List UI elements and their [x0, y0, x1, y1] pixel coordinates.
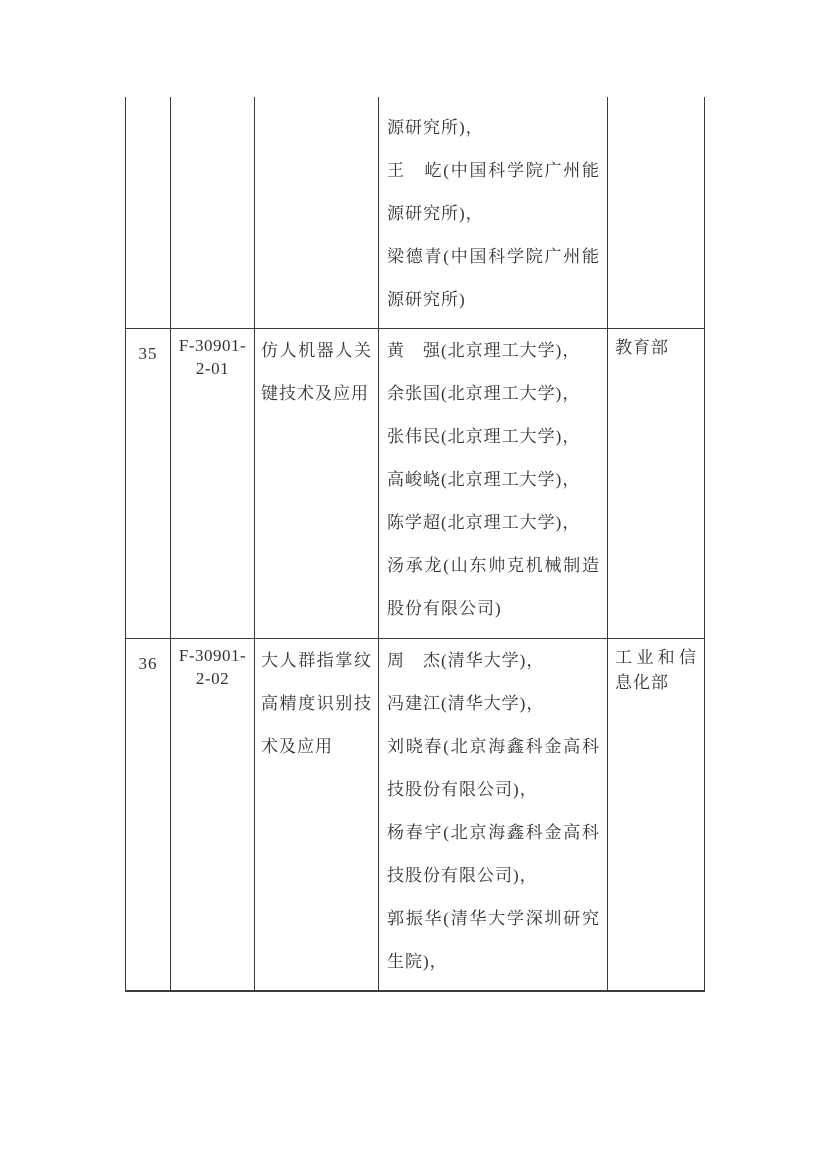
cell-contributors — [379, 639, 608, 990]
contributor-line: 周 杰(清华大学)， — [387, 651, 545, 670]
cell-project-code — [171, 97, 255, 328]
cell-project-name — [255, 329, 379, 638]
contributor-line: 股份有限公司) — [387, 599, 502, 618]
project-name-line: 键技术及应用 — [261, 384, 369, 403]
project-code-line: 2-01 — [195, 359, 230, 378]
contributor-line: 张伟民(北京理工大学)， — [387, 427, 581, 446]
project-code-line: 2-02 — [195, 669, 230, 688]
cell-recommending-unit — [608, 639, 704, 990]
project-code-line: F-30901- — [178, 646, 247, 665]
contributor-line: 技股份有限公司)， — [387, 866, 538, 885]
cell-index — [126, 639, 171, 990]
project-name-line: 术及应用 — [261, 737, 333, 756]
project-name-line: 高精度识别技 — [261, 694, 372, 713]
cell-index — [126, 97, 171, 328]
contributor-line: 黄 强(北京理工大学)， — [387, 341, 581, 360]
row-number: 36 — [138, 654, 158, 673]
table-row-35 — [126, 328, 704, 638]
contributor-line: 冯建江(清华大学)， — [387, 694, 545, 713]
recommending-unit-line: 息化部 — [615, 673, 669, 692]
cell-index — [126, 329, 171, 638]
contributor-line: 源研究所)， — [387, 118, 484, 137]
table-row-36 — [126, 638, 704, 990]
contributor-line: 技股份有限公司)， — [387, 780, 538, 799]
cell-project-code — [171, 329, 255, 638]
contributor-line: 生院)， — [387, 952, 448, 971]
cell-project-name — [255, 639, 379, 990]
cell-recommending-unit — [608, 97, 704, 328]
contributor-line: 杨春宇(北京海鑫科金高科 — [387, 823, 600, 842]
project-code-line: F-30901- — [178, 336, 247, 355]
row-number: 35 — [138, 344, 158, 363]
cell-project-code — [171, 639, 255, 990]
recommending-unit-line: 教育部 — [615, 338, 669, 357]
contributor-line: 陈学超(北京理工大学)， — [387, 513, 581, 532]
contributor-line: 汤承龙(山东帅克机械制造 — [387, 556, 600, 575]
contributor-line: 梁德青(中国科学院广州能 — [387, 247, 600, 266]
contributor-line: 高峻峣(北京理工大学)， — [387, 470, 581, 489]
contributor-line: 余张国(北京理工大学)， — [387, 384, 581, 403]
cell-recommending-unit — [608, 329, 704, 638]
contributor-line: 郭振华(清华大学深圳研究 — [387, 909, 600, 928]
contributor-line: 王 屹(中国科学院广州能 — [387, 161, 600, 180]
project-name-line: 大人群指掌纹 — [261, 651, 372, 670]
cell-contributors — [379, 329, 608, 638]
contributor-line: 源研究所)， — [387, 204, 484, 223]
recommending-unit-line: 工业和信 — [615, 648, 697, 667]
contributor-line: 刘晓春(北京海鑫科金高科 — [387, 737, 600, 756]
projects-table — [125, 97, 705, 992]
cell-contributors — [379, 97, 608, 328]
cell-project-name — [255, 97, 379, 328]
project-name-line: 仿人机器人关 — [261, 341, 372, 360]
table-row-continuation — [126, 97, 704, 328]
contributor-line: 源研究所) — [387, 290, 466, 309]
